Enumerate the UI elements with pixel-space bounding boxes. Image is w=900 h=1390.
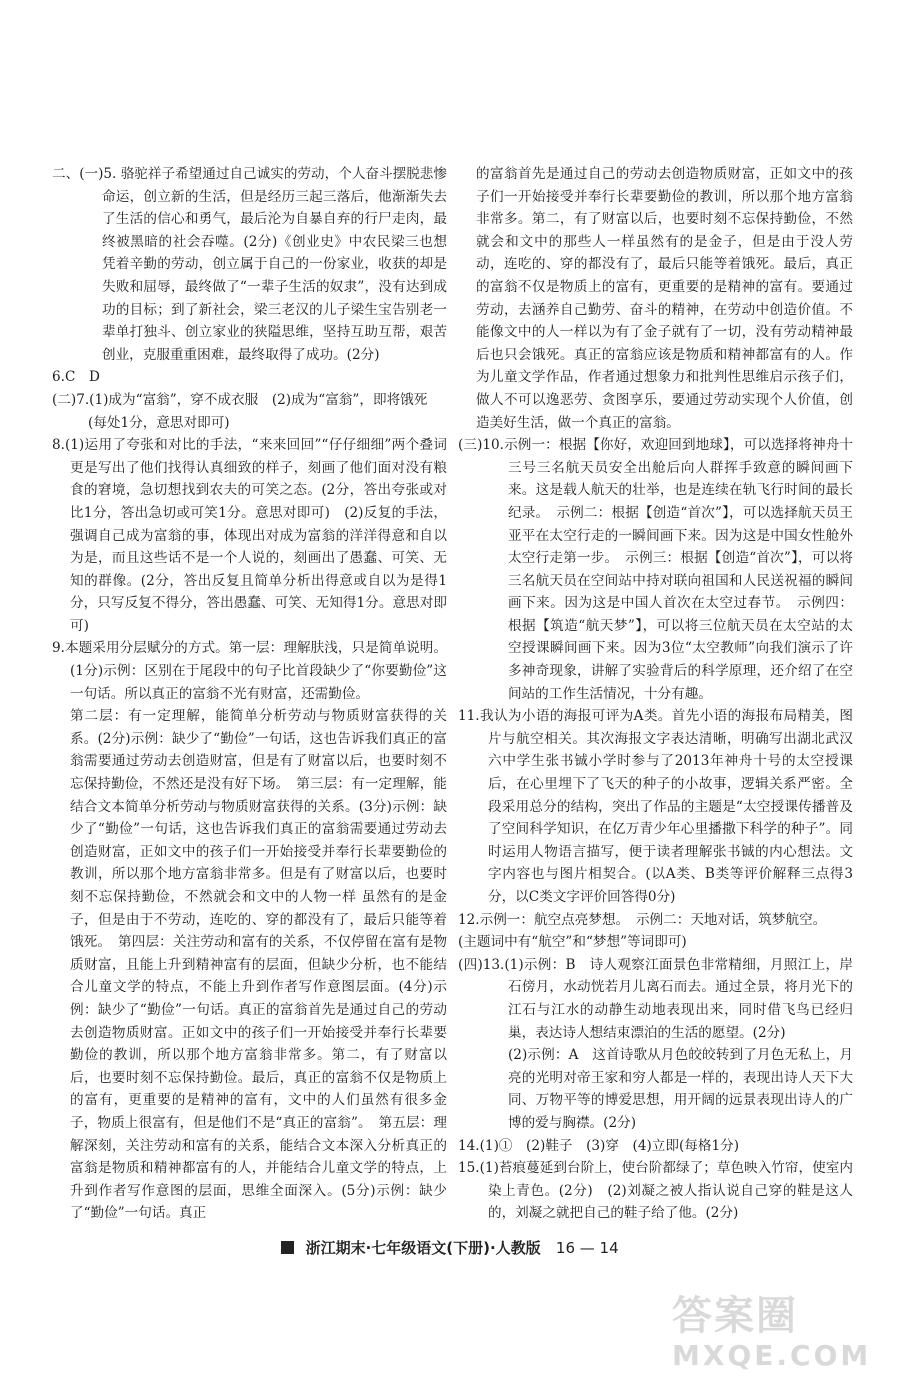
watermark-logo: [672, 1292, 882, 1382]
answer-q8: 8.(1)运用了夸张和对比的手法，“来来回回”“仔仔细细”两个叠词更是写出了他们找得认真细致的样子，刻画了他们面对没有粮食的窘境，急切想找到农夫的可笑之态。(2分，答出夸张或对比1分，答出急切或可笑1分。意思对即可) (2)反复的手法，强调自己成为富翁的事，体现出对成为富翁的洋洋得意和自以为是，而且这些话不是一个人说的，刻画出了愚蠢、可笑、无知的群像。(2分，答出反复且简单分析出得意或自以为是得1分，只写反复不得分，答出愚蠢、可笑、无知得1分。意思对即可): [52, 437, 447, 634]
answer-q13-1: (四)13.(1)示例：B 诗人观察江面景色非常精细，月照江上，岸石傍月，水动恍若月儿离石而去。通过全景，将月光下的江石与江水的动静生动地表现出来，同时借飞鸟已经归巢，表达诗人想结束漂泊的生活的愿望。(2分): [458, 956, 853, 1041]
answer-q15: 15.(1)苔痕蔓延到台阶上，使台阶都绿了；草色映入竹帘，使室内染上青色。(2分) (2)刘凝之被人指认说自己穿的鞋是这人的，刘凝之就把自己的鞋子给了他。(2分): [458, 1160, 853, 1222]
answer-q6: 6.C D: [52, 369, 100, 386]
answer-q9-levels: 第二层：有一定理解，能简单分析劳动与物质财富获得的关系。(2分)示例：缺少了“勤俭”一句话，这也告诉我们真正的富翁需要通过劳动去创造财富，但是有了财富以后，也要时刻不忘保持勤俭，不然还是没有好下场。 第三层：有一定理解，能结合文本简单分析劳动与物质财富获得的关系。(3分)示例：缺少了“勤俭”一句话，这也告诉我们真正的富翁需要通过劳动去创造财富，正如文中的孩子们一开始接受并奉行长辈要勤俭的教训，所以那个地方富翁非常多。但是有了财富以后，也要时刻不忘保持勤俭，不然就会和文中的人物一样 虽然有的是金子，但是由于不劳动，连吃的、穿的都没有了，最后只能等着饿死。 第四层：关注劳动和富有的关系，不仅停留在富有是物质财富，且能上升到精神富有的层面，但缺少分析，也不能结合儿童文学的特点，不能上升到作者写作意图层面。(4分)示例：缺少了“勤俭”一句话。真正的富翁首先是通过自己的劳动去创造物质财富。正如文中的孩子们一开始接受并奉行长辈要勤俭的教训，所以那个地方富翁非常多。第二，有了财富以后，也要时刻不忘保持勤俭。最后，真正的富翁不仅是物质上的富有，更重要的是精神的富有，文中的人们虽然有很多金子，物质上很富有，但是他们不是“真正的富翁”。 第五层：理解深刻，关注劳动和富有的关系，能结合文本深入分析真正的富翁是物质和精神都富有的人，并能结合儿童文学的特点，上升到作者写作意图的层面，思维全面深入。(5分)示例：缺少了“勤俭”一句话。真正: [70, 708, 447, 1222]
answer-q13-2: (2)示例：A 这首诗歌从月色皎皎转到了月色无私上，月亮的光明对帝王家和穷人都是一样的，表现出诗人天下大同、万物平等的博爱思想，用开阔的远景表现出诗人的广博的爱与胸襟。(2分): [508, 1047, 853, 1131]
answer-q11: 11.我认为小语的海报可评为A类。首先小语的海报布局精美，图片与航空相关。其次海报文字表达清晰，明确写出湖北武汉六中学生张书铖小学时参与了2013年神舟十号的太空授课后，在心里埋下了飞天的种子的小故事，逻辑关系严密。全段采用总分的结构，突出了作品的主题是“太空授课传播普及了空间科学知识，在亿万青少年心里播撒下科学的种子”。同时运用人物语言描写，便于读者理解张书铖的内心想法。文字内容也与图片相契合。(以A类、B类等评价解释三点得3分，以C类文字评价回答得0分): [458, 708, 853, 905]
watermark-bottom: MXQE.COM: [672, 1339, 872, 1372]
left-column: [52, 163, 447, 1225]
right-column: [458, 163, 853, 1225]
answer-q9: 9.本题采用分层赋分的方式。第一层：理解肤浅，只是简单说明。(1分)示例：区别在于尾段中的句子比首段缺少了“你要勤俭”这一句话。所以真正的富翁不光有财富，还需勤俭。: [52, 640, 447, 702]
answer-q9-continued: 的富翁首先是通过自己的劳动去创造物质财富，正如文中的孩子们一开始接受并奉行长辈要勤俭的教训，所以那个地方富翁非常多。第二，有了财富以后，也要时刻不忘保持勤俭，不然就会和文中的那些人一样虽然有的是金子，但是由于没人劳动，连吃的、穿的都没有了，最后只能等着饿死。最后，真正的富翁不仅是物质上的富有，更重要的是精神的富有。要通过劳动，去涵养自己勤劳、奋斗的精神，在劳动中创造价值。不能像文中的人一样以为有了金子就有了一切，没有劳动精神最后也只会饿死。真正的富翁应该是物质和精神都富有的人。作为儿童文学作品，作者通过想象力和批判性思维启示孩子们，做人不可以逸恶劳、贪图享乐，要通过劳动实现个人价值，创造美好生活，做一个真正的富翁。: [476, 166, 853, 431]
footer-square-icon: [281, 1241, 294, 1254]
page-footer: [0, 1237, 900, 1258]
answer-q7-note: (每处1分，意思对即可): [88, 414, 230, 431]
answer-q5: 二、(一)5. 骆驼祥子希望通过自己诚实的劳动，个人奋斗摆脱悲惨命运，创立新的生活，但是经历三起三落后，他渐渐失去了生活的信心和勇气，最后沦为自暴自弃的行尸走肉，最终被黑暗的社会吞噬。(2分)《创业史》中农民梁三也想凭着辛勤的劳动，创立属于自己的一份家业，收获的却是失败和屈辱，最终做了“一辈子生活的奴隶”，没有达到成功的目标；到了新社会，梁三老汉的儿子梁生宝告别老一辈单打独斗、创立家业的狭隘思维，坚持互助互帮，艰苦创业，克服重重困难，最终取得了成功。(2分): [52, 166, 447, 363]
answer-q10: (三)10.示例一：根据【你好，欢迎回到地球】，可以选择将神舟十三号三名航天员安全出舱后向人群挥手致意的瞬间画下来。这是载人航天的壮举，也是连续在轨飞行时间的最长纪录。 示例二：根据【创造“首次”】，可以选择航天员王亚平在太空行走的一瞬间画下来。因为这是中国女性舱外太空行走第一步。 示例三：根据【创造“首次”】，可以将三名航天员在空间站中持对联向祖国和人民送祝福的瞬间画下来。因为这是中国人首次在太空过春节。 示例四：根据【筑造“航天梦”】，可以将三位航天员在太空站的太空授课瞬间画下来。因为3位“太空教师”向我们演示了许多神奇现象，讲解了实验背后的科学原理，还介绍了在空间站的工作生活情况，十分有趣。: [458, 437, 853, 702]
watermark-top: 答案圈: [672, 1293, 798, 1339]
answer-q14: 14.(1)① (2)鞋子 (3)穿 (4)立即(每格1分): [458, 1137, 740, 1154]
page-number: 16 — 14: [555, 1239, 619, 1257]
answer-q12: 12.示例一：航空点亮梦想。 示例二：天地对话，筑梦航空。: [458, 911, 827, 928]
footer-title: 浙江期末·七年级语文(下册)·人教版: [305, 1239, 541, 1257]
answer-q12-note: (主题词中有“航空”和“梦想”等词即可): [458, 934, 687, 951]
answer-q7: (二)7.(1)成为“富翁”，穿不成衣服 (2)成为“富翁”，即将饿死: [52, 391, 428, 408]
